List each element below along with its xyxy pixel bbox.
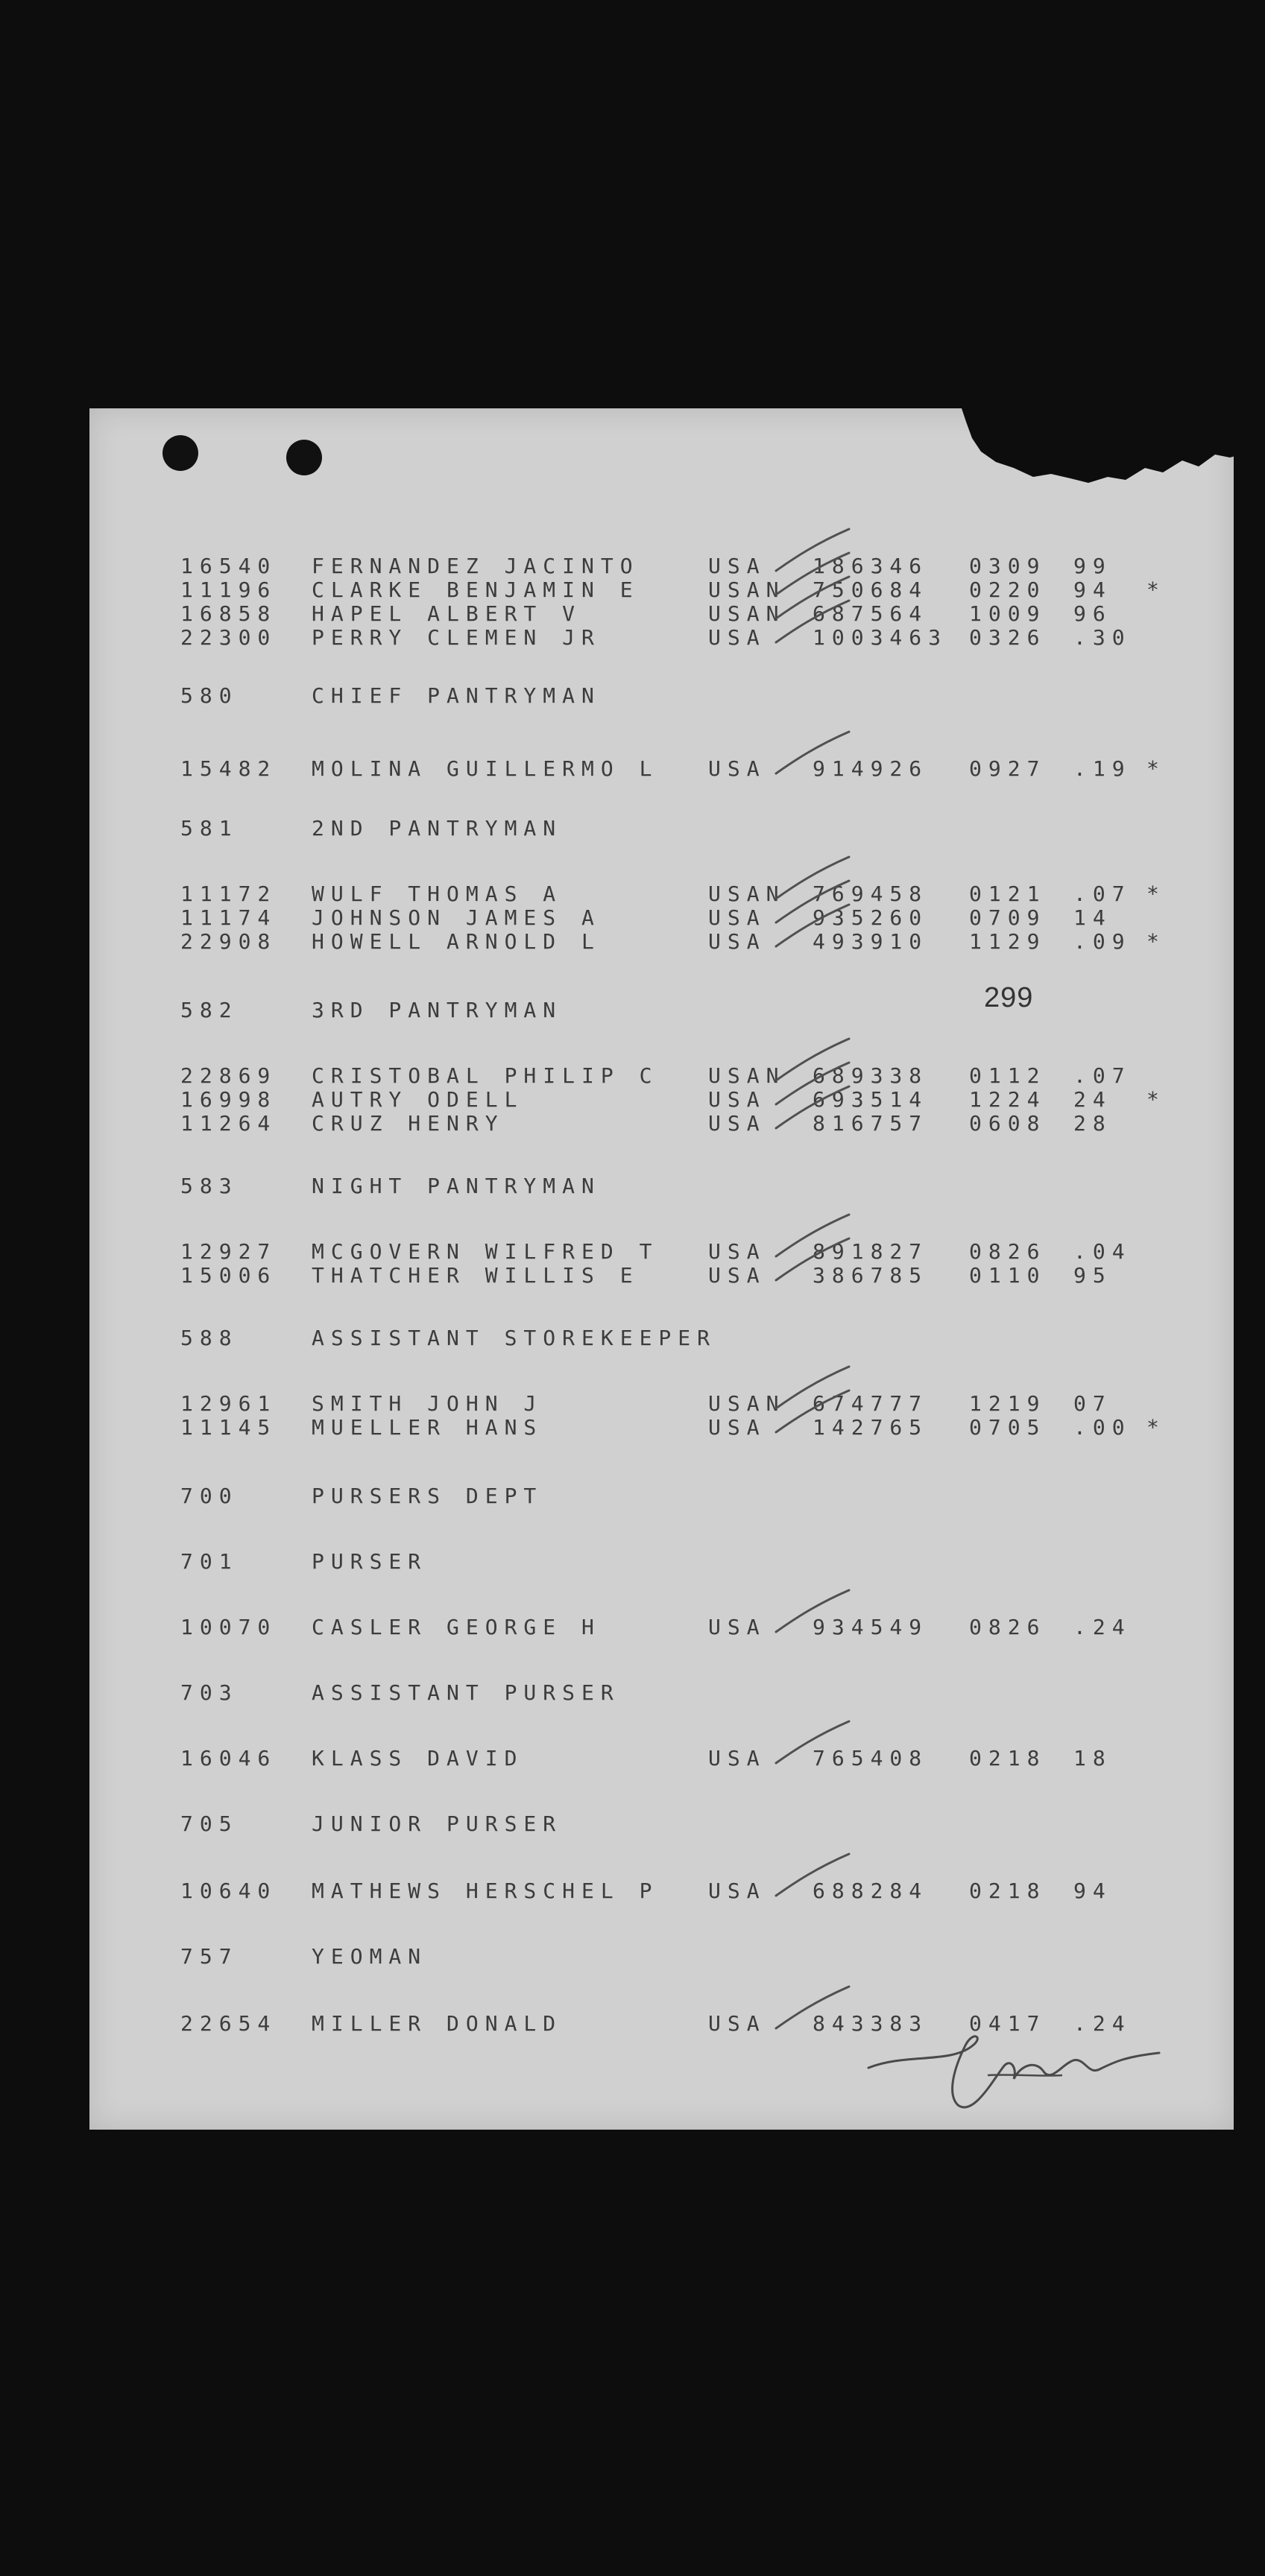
- rate-value: .04: [1073, 1239, 1132, 1264]
- id-number: 750684: [813, 577, 929, 602]
- date-code: 0112: [969, 1063, 1047, 1088]
- section-header: [0, 1484, 1265, 1508]
- check-mark-icon: [772, 1234, 854, 1286]
- nationality: USA: [708, 1615, 766, 1639]
- crew-row: [0, 1112, 1265, 1136]
- id-number: 493910: [813, 929, 929, 954]
- nationality: USA: [708, 1111, 766, 1136]
- crew-name: HAPEL ALBERT V: [312, 601, 582, 626]
- section-header: [0, 999, 1265, 1022]
- date-code: 0608: [969, 1111, 1047, 1136]
- date-code: 0218: [969, 1879, 1047, 1903]
- asterisk-mark: *: [1146, 1087, 1159, 1112]
- rate-value: .07: [1073, 882, 1132, 906]
- rate-value: .24: [1073, 1615, 1132, 1639]
- crew-row: [0, 882, 1265, 906]
- date-code: 0121: [969, 882, 1047, 906]
- nationality: USA: [708, 929, 766, 954]
- asterisk-mark: *: [1146, 577, 1159, 602]
- crew-name: SMITH JOHN J: [312, 1391, 543, 1416]
- check-mark-icon: [772, 596, 854, 648]
- section-header: [0, 1945, 1265, 1969]
- date-code: 1219: [969, 1391, 1047, 1416]
- section-header: [0, 817, 1265, 841]
- id-number: 765408: [813, 1746, 929, 1770]
- section-code: 757: [180, 1944, 239, 1969]
- page-number: 299: [984, 982, 1034, 1013]
- date-code: 0309: [969, 554, 1047, 578]
- rate-value: 94: [1073, 1879, 1112, 1903]
- crew-row: [0, 1088, 1265, 1112]
- asterisk-mark: *: [1146, 756, 1159, 781]
- crew-number: 16540: [180, 554, 277, 578]
- check-mark-icon: [772, 1717, 854, 1769]
- crew-name: CRISTOBAL PHILIP C: [312, 1063, 659, 1088]
- crew-row: [0, 1615, 1265, 1639]
- crew-row: [0, 554, 1265, 578]
- crew-row: [0, 906, 1265, 930]
- crew-number: 11264: [180, 1111, 277, 1136]
- crew-name: AUTRY ODELL: [312, 1087, 524, 1112]
- date-code: 0326: [969, 625, 1047, 650]
- check-mark-icon: [772, 900, 854, 952]
- section-title: PURSER: [312, 1549, 428, 1574]
- id-number: 935260: [813, 905, 929, 930]
- section-title: ASSISTANT STOREKEEPER: [312, 1326, 717, 1350]
- crew-name: FERNANDEZ JACINTO: [312, 554, 640, 578]
- id-number: 914926: [813, 756, 929, 781]
- section-header: [0, 1550, 1265, 1574]
- crew-row: [0, 1064, 1265, 1088]
- rate-value: .19: [1073, 756, 1132, 781]
- id-number: 934549: [813, 1615, 929, 1639]
- asterisk-mark: *: [1146, 1415, 1159, 1440]
- crew-row: [0, 602, 1265, 626]
- crew-number: 11145: [180, 1415, 277, 1440]
- crew-row: [0, 626, 1265, 650]
- rate-value: 96: [1073, 601, 1112, 626]
- crew-name: THATCHER WILLIS E: [312, 1263, 640, 1288]
- section-code: 701: [180, 1549, 239, 1574]
- date-code: 1224: [969, 1087, 1047, 1112]
- crew-name: PERRY CLEMEN JR: [312, 625, 601, 650]
- crew-number: 22300: [180, 625, 277, 650]
- crew-row: [0, 1392, 1265, 1416]
- section-code: 582: [180, 998, 239, 1022]
- crew-name: JOHNSON JAMES A: [312, 905, 601, 930]
- id-number: 693514: [813, 1087, 929, 1112]
- rate-value: .24: [1073, 2011, 1132, 2036]
- crew-number: 10640: [180, 1879, 277, 1903]
- section-title: 2ND PANTRYMAN: [312, 816, 563, 841]
- section-code: 581: [180, 816, 239, 841]
- rate-value: 99: [1073, 554, 1112, 578]
- crew-name: MOLINA GUILLERMO L: [312, 756, 659, 781]
- section-title: CHIEF PANTRYMAN: [312, 683, 601, 708]
- crew-row: [0, 930, 1265, 954]
- date-code: 0705: [969, 1415, 1047, 1440]
- section-header: [0, 1174, 1265, 1198]
- rate-value: 18: [1073, 1746, 1112, 1770]
- crew-number: 16998: [180, 1087, 277, 1112]
- check-mark-icon: [772, 1386, 854, 1438]
- nationality: USAN: [708, 601, 786, 626]
- crew-name: MATHEWS HERSCHEL P: [312, 1879, 659, 1903]
- crew-number: 10070: [180, 1615, 277, 1639]
- section-header: [0, 1681, 1265, 1705]
- section-code: 583: [180, 1174, 239, 1198]
- rate-value: 94: [1073, 577, 1112, 602]
- crew-number: 12927: [180, 1239, 277, 1264]
- nationality: USAN: [708, 1063, 786, 1088]
- nationality: USAN: [708, 1391, 786, 1416]
- crew-number: 22869: [180, 1063, 277, 1088]
- asterisk-mark: *: [1146, 929, 1159, 954]
- section-code: 700: [180, 1484, 239, 1508]
- nationality: USAN: [708, 882, 786, 906]
- crew-name: MCGOVERN WILFRED T: [312, 1239, 659, 1264]
- torn-corner: [962, 408, 1245, 490]
- section-title: JUNIOR PURSER: [312, 1811, 563, 1836]
- asterisk-mark: *: [1146, 882, 1159, 906]
- date-code: 1129: [969, 929, 1047, 954]
- crew-name: WULF THOMAS A: [312, 882, 563, 906]
- nationality: USA: [708, 1087, 766, 1112]
- crew-name: CLARKE BENJAMIN E: [312, 577, 640, 602]
- id-number: 386785: [813, 1263, 929, 1288]
- check-mark-icon: [772, 1849, 854, 1902]
- crew-number: 16046: [180, 1746, 277, 1770]
- rate-value: .30: [1073, 625, 1132, 650]
- rate-value: 28: [1073, 1111, 1112, 1136]
- punch-hole-right: [286, 440, 322, 475]
- rate-value: .09: [1073, 929, 1132, 954]
- crew-name: KLASS DAVID: [312, 1746, 524, 1770]
- crew-row: [0, 1264, 1265, 1288]
- nationality: USA: [708, 1415, 766, 1440]
- id-number: 689338: [813, 1063, 929, 1088]
- id-number: 674777: [813, 1391, 929, 1416]
- id-number: 769458: [813, 882, 929, 906]
- check-mark-icon: [772, 727, 854, 779]
- date-code: 0826: [969, 1239, 1047, 1264]
- punch-hole-left: [163, 435, 198, 471]
- section-code: 703: [180, 1680, 239, 1705]
- crew-row: [0, 1747, 1265, 1770]
- nationality: USA: [708, 625, 766, 650]
- id-number: 1003463: [813, 625, 948, 650]
- crew-name: MUELLER HANS: [312, 1415, 543, 1440]
- crew-row: [0, 1240, 1265, 1264]
- nationality: USA: [708, 1879, 766, 1903]
- crew-number: 11172: [180, 882, 277, 906]
- crew-number: 22908: [180, 929, 277, 954]
- section-code: 580: [180, 683, 239, 708]
- date-code: 0709: [969, 905, 1047, 930]
- date-code: 0110: [969, 1263, 1047, 1288]
- date-code: 0826: [969, 1615, 1047, 1639]
- nationality: USAN: [708, 577, 786, 602]
- crew-row: [0, 1879, 1265, 1903]
- nationality: USA: [708, 2011, 766, 2036]
- crew-number: 11196: [180, 577, 277, 602]
- crew-row: [0, 757, 1265, 781]
- section-title: 3RD PANTRYMAN: [312, 998, 563, 1022]
- crew-number: 15006: [180, 1263, 277, 1288]
- id-number: 142765: [813, 1415, 929, 1440]
- section-code: 705: [180, 1811, 239, 1836]
- crew-name: HOWELL ARNOLD L: [312, 929, 601, 954]
- nationality: USA: [708, 1263, 766, 1288]
- nationality: USA: [708, 554, 766, 578]
- nationality: USA: [708, 1746, 766, 1770]
- rate-value: .07: [1073, 1063, 1132, 1088]
- section-title: ASSISTANT PURSER: [312, 1680, 620, 1705]
- rate-value: 95: [1073, 1263, 1112, 1288]
- section-header: [0, 684, 1265, 708]
- date-code: 0927: [969, 756, 1047, 781]
- section-header: [0, 1812, 1265, 1836]
- check-mark-icon: [772, 1586, 854, 1638]
- crew-name: MILLER DONALD: [312, 2011, 563, 2036]
- check-mark-icon: [772, 1982, 854, 2034]
- section-title: YEOMAN: [312, 1944, 428, 1969]
- section-header: [0, 1326, 1265, 1350]
- date-code: 1009: [969, 601, 1047, 626]
- check-mark-icon: [772, 1082, 854, 1134]
- nationality: USA: [708, 756, 766, 781]
- crew-number: 11174: [180, 905, 277, 930]
- id-number: 816757: [813, 1111, 929, 1136]
- id-number: 891827: [813, 1239, 929, 1264]
- date-code: 0220: [969, 577, 1047, 602]
- section-code: 588: [180, 1326, 239, 1350]
- crew-name: CRUZ HENRY: [312, 1111, 505, 1136]
- id-number: 186346: [813, 554, 929, 578]
- nationality: USA: [708, 905, 766, 930]
- crew-number: 22654: [180, 2011, 277, 2036]
- crew-name: CASLER GEORGE H: [312, 1615, 601, 1639]
- nationality: USA: [708, 1239, 766, 1264]
- crew-number: 12961: [180, 1391, 277, 1416]
- date-code: 0218: [969, 1746, 1047, 1770]
- crew-number: 16858: [180, 601, 277, 626]
- crew-number: 15482: [180, 756, 277, 781]
- rate-value: 24: [1073, 1087, 1112, 1112]
- id-number: 843383: [813, 2011, 929, 2036]
- section-title: PURSERS DEPT: [312, 1484, 543, 1508]
- id-number: 688284: [813, 1879, 929, 1903]
- date-code: 0417: [969, 2011, 1047, 2036]
- handwritten-signature: [861, 2023, 1174, 2120]
- crew-row: [0, 1416, 1265, 1440]
- rate-value: 07: [1073, 1391, 1112, 1416]
- rate-value: 14: [1073, 905, 1112, 930]
- id-number: 687564: [813, 601, 929, 626]
- rate-value: .00: [1073, 1415, 1132, 1440]
- section-title: NIGHT PANTRYMAN: [312, 1174, 601, 1198]
- crew-row: [0, 578, 1265, 602]
